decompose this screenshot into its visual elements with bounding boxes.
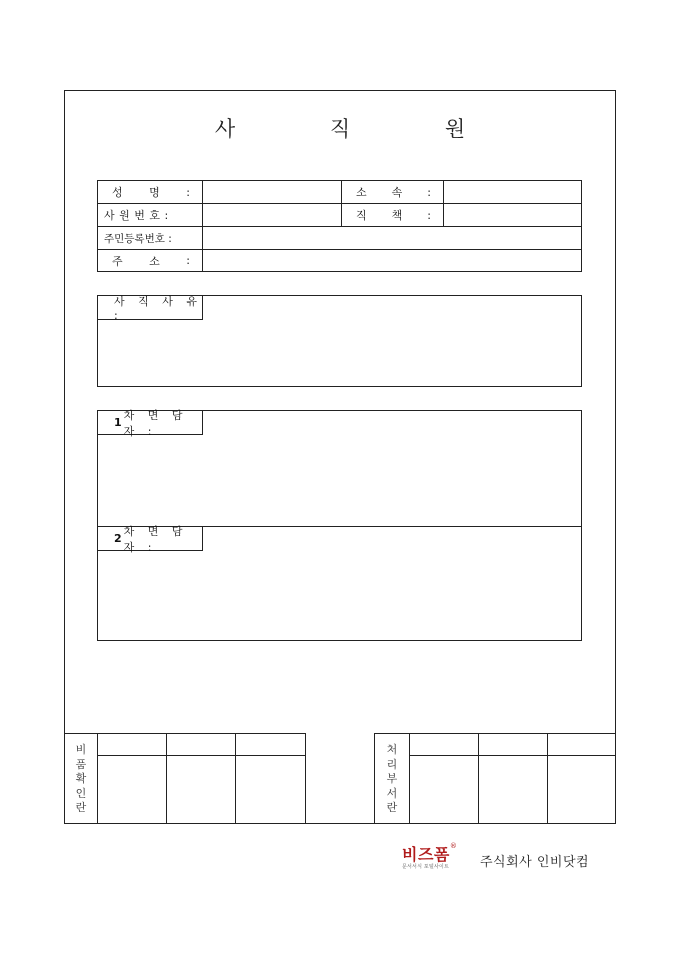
- interview2-number: 2: [114, 532, 122, 545]
- approval-left-sign-2[interactable]: [167, 756, 235, 824]
- interview-box: [97, 410, 582, 641]
- position-field[interactable]: [444, 204, 581, 226]
- approval-left-sign-1[interactable]: [98, 756, 166, 824]
- affiliation-field[interactable]: [444, 181, 581, 203]
- interview2-field[interactable]: [104, 555, 575, 636]
- approval-right-sign-2[interactable]: [479, 756, 547, 824]
- reason-field[interactable]: [104, 324, 575, 382]
- approval-right-sign-3[interactable]: [548, 756, 615, 824]
- resident-no-field[interactable]: [203, 227, 581, 249]
- info-table: [97, 180, 582, 272]
- company-name: 주식회사 인비닷컴: [480, 855, 590, 870]
- employee-no-field[interactable]: [203, 204, 341, 226]
- reason-box[interactable]: [97, 295, 582, 387]
- reason-label: 사 직 사 유 :: [97, 295, 203, 320]
- logo-tagline: 문서서식 포털사이트: [402, 864, 450, 870]
- bizforms-logo: 비즈폼® 문서서식 포털사이트: [402, 842, 457, 870]
- approval-right-label: 처 리 부 서 란: [386, 743, 398, 814]
- interview1-label: 1 차 면 담 자 :: [97, 410, 203, 435]
- position-label: 직 책 :: [356, 208, 431, 222]
- approval-left-label: 비 품 확 인 란: [75, 743, 87, 814]
- name-field[interactable]: [203, 181, 341, 203]
- approval-right-sign-1[interactable]: [410, 756, 478, 824]
- address-label: 주 소 :: [112, 254, 190, 268]
- interview2-label: 2 차 면 담 자 :: [97, 526, 203, 551]
- resident-no-label: 주민등록번호 :: [104, 232, 172, 245]
- name-label: 성 명 :: [112, 185, 190, 199]
- interview1-number: 1: [114, 416, 122, 429]
- interview1-field[interactable]: [104, 439, 575, 523]
- employee-no-label: 사 원 번 호 :: [104, 209, 169, 222]
- address-field[interactable]: [203, 250, 581, 271]
- affiliation-label: 소 속 :: [356, 185, 431, 199]
- form-title: 사 직 원: [214, 117, 510, 141]
- approval-left-sign-3[interactable]: [236, 756, 305, 824]
